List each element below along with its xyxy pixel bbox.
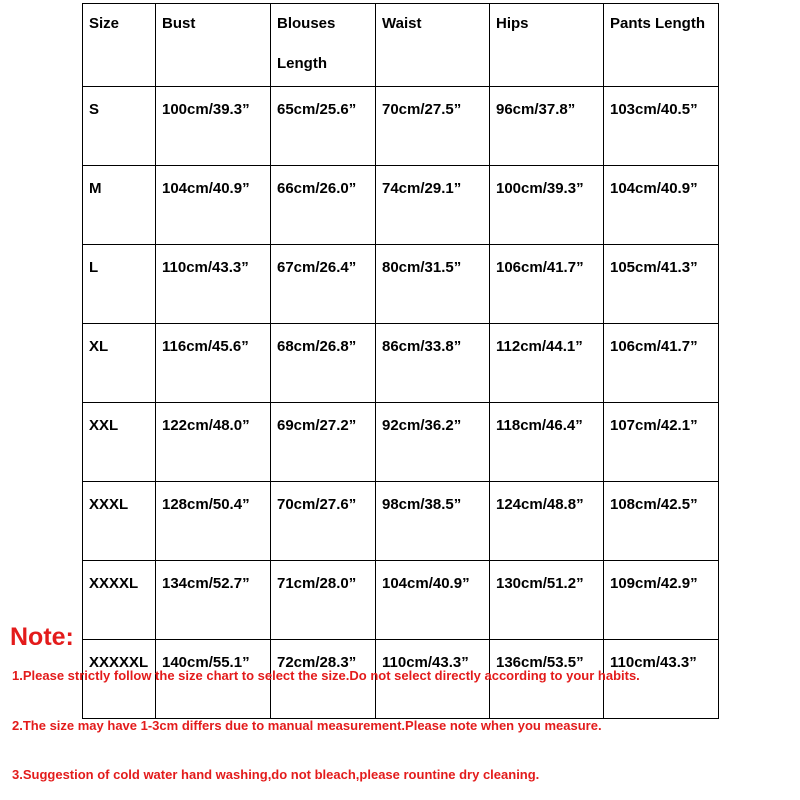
cell-pants-length: 109cm/42.9” — [604, 561, 719, 640]
table-row — [83, 482, 719, 561]
cell-bust: 134cm/52.7” — [156, 561, 271, 640]
cell-blouses-length: 69cm/27.2” — [271, 403, 376, 482]
cell-blouses-length: 65cm/25.6” — [271, 87, 376, 166]
cell-pants-length: 106cm/41.7” — [604, 324, 719, 403]
cell-waist: 70cm/27.5” — [376, 87, 490, 166]
table-row — [83, 245, 719, 324]
cell-waist: 104cm/40.9” — [376, 561, 490, 640]
cell-hips: 118cm/46.4” — [490, 403, 604, 482]
cell-bust: 122cm/48.0” — [156, 403, 271, 482]
cell-size: L — [83, 245, 156, 324]
cell-bust: 116cm/45.6” — [156, 324, 271, 403]
cell-bust: 110cm/43.3” — [156, 245, 271, 324]
cell-size: XXXXXL — [83, 640, 156, 719]
cell-blouses-length: 72cm/28.3” — [271, 640, 376, 719]
cell-bust: 100cm/39.3” — [156, 87, 271, 166]
cell-size: XXL — [83, 403, 156, 482]
table-row — [83, 87, 719, 166]
cell-size: M — [83, 166, 156, 245]
cell-pants-length: 103cm/40.5” — [604, 87, 719, 166]
cell-bust: 104cm/40.9” — [156, 166, 271, 245]
cell-pants-length: 104cm/40.9” — [604, 166, 719, 245]
cell-waist: 86cm/33.8” — [376, 324, 490, 403]
table-row — [83, 561, 719, 640]
cell-waist: 92cm/36.2” — [376, 403, 490, 482]
cell-hips: 100cm/39.3” — [490, 166, 604, 245]
table-row — [83, 166, 719, 245]
cell-waist: 98cm/38.5” — [376, 482, 490, 561]
header-bust: Bust — [156, 4, 271, 87]
cell-hips: 112cm/44.1” — [490, 324, 604, 403]
cell-pants-length: 105cm/41.3” — [604, 245, 719, 324]
cell-size: XXXXL — [83, 561, 156, 640]
cell-waist: 74cm/29.1” — [376, 166, 490, 245]
cell-blouses-length: 67cm/26.4” — [271, 245, 376, 324]
cell-pants-length: 108cm/42.5” — [604, 482, 719, 561]
note-line-3: 3.Suggestion of cold water hand washing,do not bleach,please rountine dry cleaning. — [12, 767, 540, 782]
cell-hips: 130cm/51.2” — [490, 561, 604, 640]
table-row — [83, 324, 719, 403]
header-pants-length: Pants Length — [604, 4, 719, 87]
cell-hips: 96cm/37.8” — [490, 87, 604, 166]
header-hips: Hips — [490, 4, 604, 87]
note-line-2: 2.The size may have 1-3cm differs due to manual measurement.Please note when you measure. — [12, 718, 602, 733]
size-chart-table — [82, 3, 719, 719]
cell-size: XXXL — [83, 482, 156, 561]
cell-blouses-length: 68cm/26.8” — [271, 324, 376, 403]
note-line-1: 1.Please strictly follow the size chart to select the size.Do not select directly according to your habits. — [12, 668, 640, 683]
cell-bust: 140cm/55.1” — [156, 640, 271, 719]
cell-hips: 136cm/53.5” — [490, 640, 604, 719]
cell-blouses-length: 71cm/28.0” — [271, 561, 376, 640]
table-row — [83, 403, 719, 482]
header-size: Size — [83, 4, 156, 87]
header-waist: Waist — [376, 4, 490, 87]
cell-waist: 110cm/43.3” — [376, 640, 490, 719]
table-header-row — [83, 4, 719, 87]
cell-blouses-length: 66cm/26.0” — [271, 166, 376, 245]
cell-size: XL — [83, 324, 156, 403]
cell-bust: 128cm/50.4” — [156, 482, 271, 561]
cell-size: S — [83, 87, 156, 166]
header-blouses-length: Blouses Length — [271, 4, 376, 87]
cell-hips: 106cm/41.7” — [490, 245, 604, 324]
cell-blouses-length: 70cm/27.6” — [271, 482, 376, 561]
cell-waist: 80cm/31.5” — [376, 245, 490, 324]
note-title: Note: — [10, 623, 74, 651]
cell-pants-length: 107cm/42.1” — [604, 403, 719, 482]
cell-pants-length: 110cm/43.3” — [604, 640, 719, 719]
cell-hips: 124cm/48.8” — [490, 482, 604, 561]
